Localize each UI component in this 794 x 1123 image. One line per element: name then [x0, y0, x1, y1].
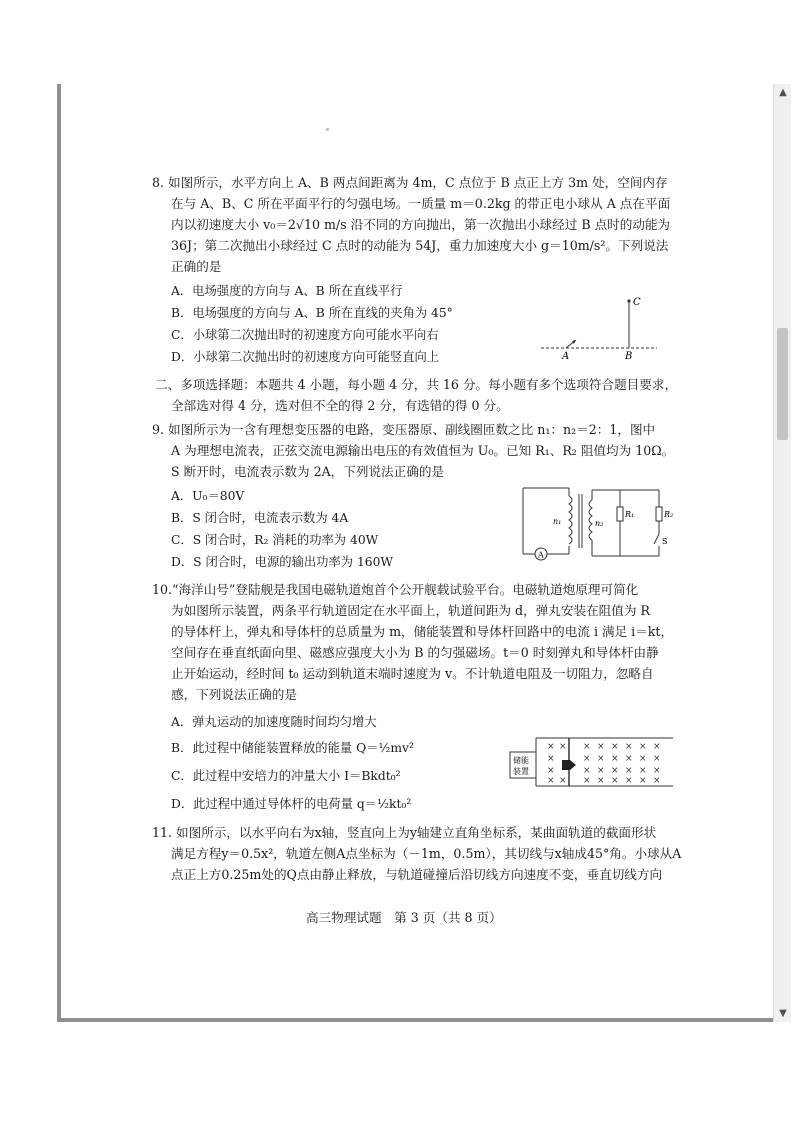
viewer-frame-bottom: [57, 1018, 773, 1022]
q8-option-d: D．小球第二次抛出时的初速度方向可能竖直向上: [171, 350, 440, 364]
page-footer: 高三物理试题 第 3 页（共 8 页）: [306, 910, 502, 925]
field-cross: ×: [625, 754, 633, 764]
q10-line-3: 的导体杆上，弹丸和导体杆的总质量为 m，储能装置和导体杆回路中的电流 i 满足 i＝kt，: [171, 624, 674, 639]
q9-switch-label: S: [662, 537, 668, 546]
section-2-line-1: 二、多项选择题：本题共 4 小题，每小题 4 分，共 16 分。每小题有多个选项符合题目要求，: [155, 377, 678, 392]
q8-option-b: B．电场强度的方向与 A、B 所在直线的夹角为 45°: [171, 306, 453, 320]
scroll-down-icon[interactable]: ▼: [779, 1008, 787, 1019]
field-cross: ×: [639, 754, 647, 764]
q8-option-c: C．小球第二次抛出时的初速度方向可能水平向右: [171, 328, 439, 342]
q10-option-c: C．此过程中安培力的冲量大小 I＝Bkdt₀²: [171, 769, 401, 783]
scrollbar-thumb[interactable]: [777, 328, 788, 440]
page-mark: [326, 128, 329, 131]
field-cross: ×: [611, 776, 619, 786]
q8-option-a: A．电场强度的方向与 A、B 所在直线平行: [171, 284, 403, 298]
field-cross: ×: [653, 754, 661, 764]
q8-label-a: A: [562, 351, 570, 362]
q9-option-a: A．U₀＝80V: [171, 489, 245, 503]
field-cross: ×: [611, 754, 619, 764]
field-cross: ×: [583, 742, 591, 752]
field-cross: ×: [611, 742, 619, 752]
q8-line-3: 内以初速度大小 v₀＝2√10 m/s 沿不同的方向抛出，第一次抛出小球经过 B 点时的动能为: [171, 217, 671, 232]
field-cross: ×: [625, 766, 633, 776]
q11-line-2: 满足方程y＝0.5x²，轨道左侧A点坐标为（－1m，0.5m），其切线与x轴成45°角。小球从A: [171, 846, 682, 861]
q10-option-d: D．此过程中通过导体杆的电荷量 q＝½kt₀²: [171, 797, 412, 811]
q10-device-label-2: 装置: [513, 767, 529, 776]
q10-line-2: 为如图所示装置，两条平行轨道固定在水平面上，轨道间距为 d，弹丸安装在阻值为 R: [171, 603, 650, 618]
field-cross: ×: [639, 766, 647, 776]
field-cross: ×: [597, 742, 605, 752]
q10-device-label-1: 储能: [513, 756, 529, 765]
scroll-up-icon[interactable]: ▲: [779, 87, 787, 98]
field-cross: ×: [611, 766, 619, 776]
field-cross: ×: [547, 754, 555, 764]
q10-line-1: 10.“海洋山号”登陆舰是我国电磁轨道炮首个公开舰载试验平台。电磁轨道炮原理可简化: [152, 582, 639, 597]
q8-line-4: 36J；第二次抛出小球经过 C 点时的动能为 54J，重力加速度大小 g＝10m/s²。下列说法: [171, 238, 669, 253]
field-cross: ×: [597, 766, 605, 776]
q9-n2-label: n₂: [595, 519, 604, 528]
field-cross: ×: [559, 742, 567, 752]
q9-line-2: A 为理想电流表，正弦交流电源输出电压的有效值恒为 U₀。已知 R₁、R₂ 阻值均为 10Ω。: [171, 443, 675, 458]
q9-circuit-figure: [519, 484, 674, 566]
vertical-scrollbar[interactable]: [773, 84, 791, 1022]
q9-r2-label: R₂: [664, 510, 674, 519]
q9-r1-label: R₁: [625, 510, 635, 519]
q10-line-6: 感，下列说法正确的是: [171, 687, 297, 702]
q10-railgun-figure: [507, 734, 677, 790]
q8-figure: [539, 291, 663, 363]
q11-line-1: 11. 如图所示，以水平向右为x轴，竖直向上为y轴建立直角坐标系，某曲面轨道的截面形状: [152, 825, 657, 840]
q10-line-4: 空间存在垂直纸面向里、磁感应强度大小为 B 的匀强磁场。t＝0 时刻弹丸和导体杆由静: [171, 645, 659, 660]
section-2-line-2: 全部选对得 4 分，选对但不全的得 2 分，有选错的得 0 分。: [171, 398, 509, 413]
field-cross: ×: [653, 766, 661, 776]
field-cross: ×: [653, 742, 661, 752]
q8-line-2: 在与 A、B、C 所在平面平行的匀强电场。一质量 m＝0.2kg 的带正电小球从 A 点在平面: [171, 196, 671, 211]
q9-line-3: S 断开时，电流表示数为 2A，下列说法正确的是: [171, 464, 445, 479]
field-cross: ×: [625, 776, 633, 786]
field-cross: ×: [559, 776, 567, 786]
field-cross: ×: [597, 776, 605, 786]
q9-ammeter-label: A: [538, 550, 544, 560]
q8-line-5: 正确的是: [171, 259, 222, 274]
field-cross: ×: [639, 742, 647, 752]
field-cross: ×: [547, 766, 555, 776]
q8-label-c: C: [633, 297, 641, 308]
field-cross: ×: [583, 766, 591, 776]
field-cross: ×: [583, 754, 591, 764]
q9-line-1: 9. 如图所示为一含有理想变压器的电路，变压器原、副线圈匝数之比 n₁：n₂＝2：1，图中: [152, 422, 656, 437]
document-page: [61, 84, 773, 1018]
field-cross: ×: [639, 776, 647, 786]
q8-label-b: B: [625, 351, 633, 362]
q9-n1-label: n₁: [553, 517, 562, 526]
q9-option-b: B．S 闭合时，电流表示数为 4A: [171, 511, 349, 525]
q10-line-5: 止开始运动，经时间 t₀ 运动到轨道末端时速度为 v。不计轨道电阻及一切阻力，忽略自: [171, 666, 654, 681]
q9-option-c: C．S 闭合时，R₂ 消耗的功率为 40W: [171, 533, 379, 547]
field-cross: ×: [653, 776, 661, 786]
q10-option-b: B．此过程中储能装置释放的能量 Q＝½mv²: [171, 741, 414, 755]
field-cross: ×: [547, 742, 555, 752]
field-cross: ×: [597, 754, 605, 764]
q8-line-1: 8. 如图所示，水平方向上 A、B 两点间距离为 4m，C 点位于 B 点正上方 3m 处，空间内存: [152, 175, 668, 190]
q9-option-d: D．S 闭合时，电源的输出功率为 160W: [171, 555, 394, 569]
q11-line-3: 点正上方0.25m处的Q点由静止释放，与轨道碰撞后沿切线方向速度不变，垂直切线方向: [171, 867, 663, 882]
field-cross: ×: [547, 776, 555, 786]
field-cross: ×: [625, 742, 633, 752]
field-cross: ×: [583, 776, 591, 786]
q10-option-a: A．弹丸运动的加速度随时间均匀增大: [171, 715, 377, 729]
